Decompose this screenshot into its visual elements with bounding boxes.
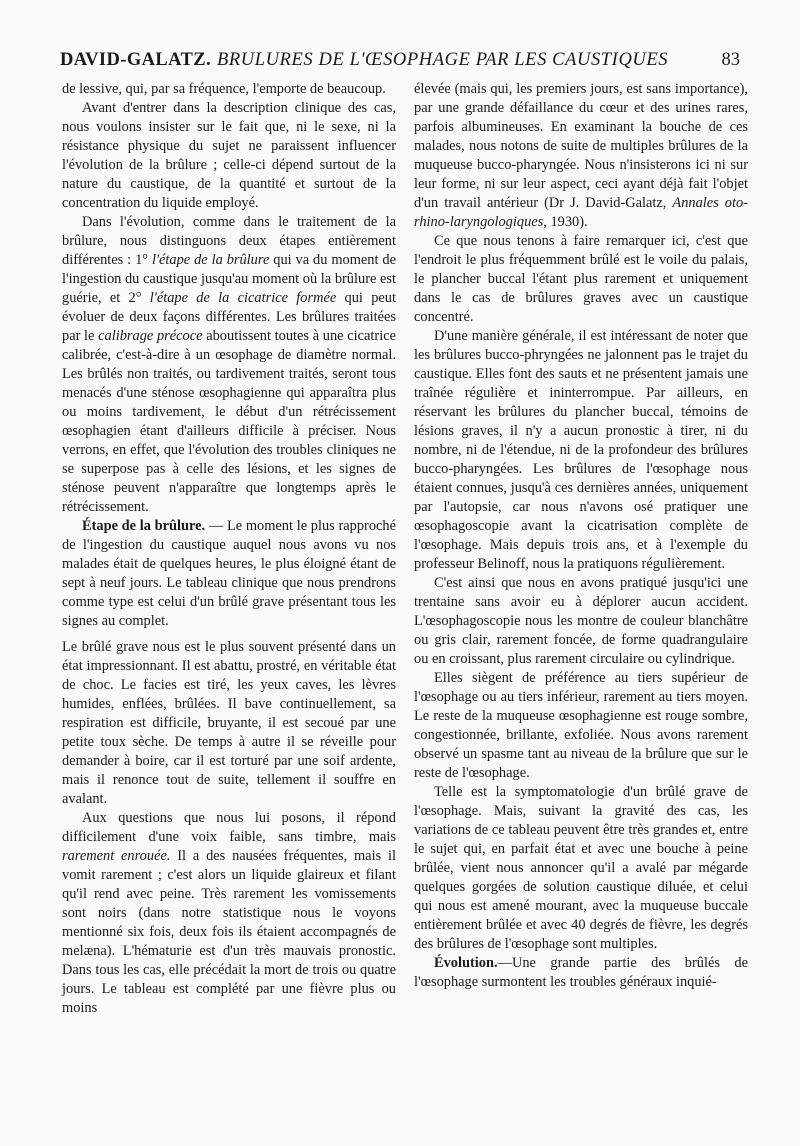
italic-citation: Annales oto-rhino-laryngologiques, xyxy=(414,195,748,230)
paragraph: Elles siègent de préférence au tiers supérieur de l'œsophage ou au tiers inférieur, rarement au tiers moyen. Le reste de la muqueuse œsophagienne est rouge sombre, congestionnée, brillante, exfoliée. Nous avons rarement observé un spasme tant au niveau de la brûlure que sur le reste de l'œsophage. xyxy=(414,670,748,781)
header-author: DAVID-GALATZ. xyxy=(60,50,211,70)
running-header xyxy=(60,48,740,72)
paragraph: Avant d'entrer dans la description clinique des cas, nous voulons insister sur le fait que, ni le sexe, ni la résistance physique du sujet ne paraissent influencer l'évolution de la brûlure ; celle-ci dépend surtout de la nature du caustique, de la quantité et surtout de la concentration du liquide employé. xyxy=(62,100,396,211)
left-column xyxy=(62,80,396,1018)
paragraph: Le brûlé grave nous est le plus souvent présenté dans un état impressionnant. Il est abattu, prostré, en véritable état de choc. Le facies est tiré, les yeux caves, les lèvres humides, enflées, brûlées. Il bave continuellement, sa respiration est difficile, bruyante, il est secoué par une petite toux sèche. De temps à autre il se réveille pour demander à boire, car il est torturé par une soif ardente, mais il renonce tout de suite, tellement il souffre en avalant. xyxy=(62,639,396,807)
italic-term: l'étape de la brûlure xyxy=(151,252,270,268)
paragraph: Telle est la symptomatologie d'un brûlé grave de l'œsophage. Mais, suivant la gravité des cas, les variations de ce tableau peuvent être très grandes et, entre le sujet qui, en parfait état et avec une bouche à peine brûlée, vient nous annoncer qu'il a avalé par mégarde quelques gorgées de solution caustique diluée, et celui qui nous est amené mourant, avec la muqueuse buccale entièrement brûlée et avec 40 degrés de fièvre, les degrés des brûlures de l'œsophage sont multiples. xyxy=(414,784,748,952)
paragraph: de lessive, qui, par sa fréquence, l'emporte de beaucoup. xyxy=(62,81,386,97)
italic-term: l'étape de la cicatrice formée xyxy=(149,290,337,306)
paragraph: Dans l'évolution, comme dans le traitement de la brûlure, nous distinguons deux étapes entièrement différentes : 1° l'étape de la brûlure qui va du moment de l'ingestion du caustique jusqu'au moment où la brûlure est guérie, et 2° l'étape de la cicatrice formée qui peut évoluer de deux façons différentes. Les brûlures traitées par le calibrage précoce aboutissent toutes à une cicatrice calibrée, c'est-à-dire à un œsophage de diamètre normal. Les brûlés non traités, ou tardivement traités, seront tous menacés d'une sténose œsophagienne qui apparaîtra plus ou moins tardivement, le début d'un rétrécissement œsophagien étant d'ailleurs difficile à préciser. Nous verrons, en effet, que l'évolution des troubles cliniques ne se superpose pas à celle des lésions, et les signes de sténose peuvent n'apparaître que longtemps après le rétrécissement. xyxy=(62,214,396,515)
right-column xyxy=(414,80,748,992)
paragraph: Étape de la brûlure. — Le moment le plus rapproché de l'ingestion du caustique auquel nous avons vu nos malades était de quelques heures, le plus éloigné étant de sept à neuf jours. Le tableau clinique que nous prendrons comme type est celui d'un brûlé grave présentant tous les signes au complet. xyxy=(62,518,396,629)
paragraph: Ce que nous tenons à faire remarquer ici, c'est que l'endroit le plus fréquemment brûlé est le voile du palais, le plancher buccal l'étant plus rarement et uniquement dans le cas de brûlures graves avec un caustique concentré. xyxy=(414,233,748,325)
paragraph: C'est ainsi que nous en avons pratiqué jusqu'ici une trentaine sans avoir eu à déplorer aucun accident. L'œsophagoscopie nous les montre de couleur blanchâtre ou gris clair, rarement foncée, de forme quadrangulaire ou en croissant, plus rarement circulaire ou cylindrique. xyxy=(414,575,748,667)
section-heading: Évolution. xyxy=(434,955,498,971)
paragraph: D'une manière générale, il est intéressant de noter que les brûlures bucco-phryngées ne jalonnent pas le trajet du caustique. Elles font des sauts et ne présentent jamais une traînée régulière et ininterrompue. Par ailleurs, en réservant les brûlures du plancher buccal, témoins de lésions graves, il n'y a aucun pronostic à tirer, ni du nombre, ni de l'étendue, ni de la profondeur des brûlures bucco-pharyngées. Les brûlures de l'œsophage nous étaient connues, jusqu'à ces dernières années, uniquement par l'autopsie, car nous n'avons osé pratiquer une œsophagoscopie avant la cicatrisation complète de l'œsophage. Mais depuis trois ans, et à l'exemple du professeur Belinoff, nous la pratiquons régulièrement. xyxy=(414,328,748,572)
section-heading: Étape de la brûlure. xyxy=(82,518,206,534)
header-title: BRULURES DE L'ŒSOPHAGE PAR LES CAUSTIQUES xyxy=(217,50,669,70)
paragraph: Évolution.—Une grande partie des brûlés de l'œsophage surmontent les troubles généraux inquié- xyxy=(414,955,748,990)
italic-term: calibrage précoce xyxy=(98,328,203,344)
page-number: 83 xyxy=(721,50,740,70)
italic-term: rarement enrouée. xyxy=(62,848,171,864)
paragraph: Aux questions que nous lui posons, il répond difficilement d'une voix faible, sans timbre, mais rarement enrouée. Il a des nausées fréquentes, mais il vomit rarement ; c'est alors un liquide glaireux et filant qu'il rend avec peine. Très rarement les vomissements sont noirs (dans notre statistique nous le voyons mentionné six fois, deux fois ils étaient accompagnés de melæna). L'hématurie est d'un très mauvais pronostic. Dans tous les cas, elle précédait la mort de trois ou quatre jours. Le tableau est complété par une fièvre plus ou moins xyxy=(62,810,396,1016)
paragraph: élevée (mais qui, les premiers jours, est sans importance), par une grande défaillance du cœur et des urines rares, parfois albumineuses. En examinant la bouche de ces malades, nous notons de suite de multiples brûlures de la muqueuse bucco-pharyngée. Nous n'insisterons ici ni sur leur forme, ni sur leur aspect, ceci ayant déjà fait l'objet d'un travail antérieur (Dr J. David-Galatz, Annales oto-rhino-laryngologiques, 1930). xyxy=(414,81,748,230)
